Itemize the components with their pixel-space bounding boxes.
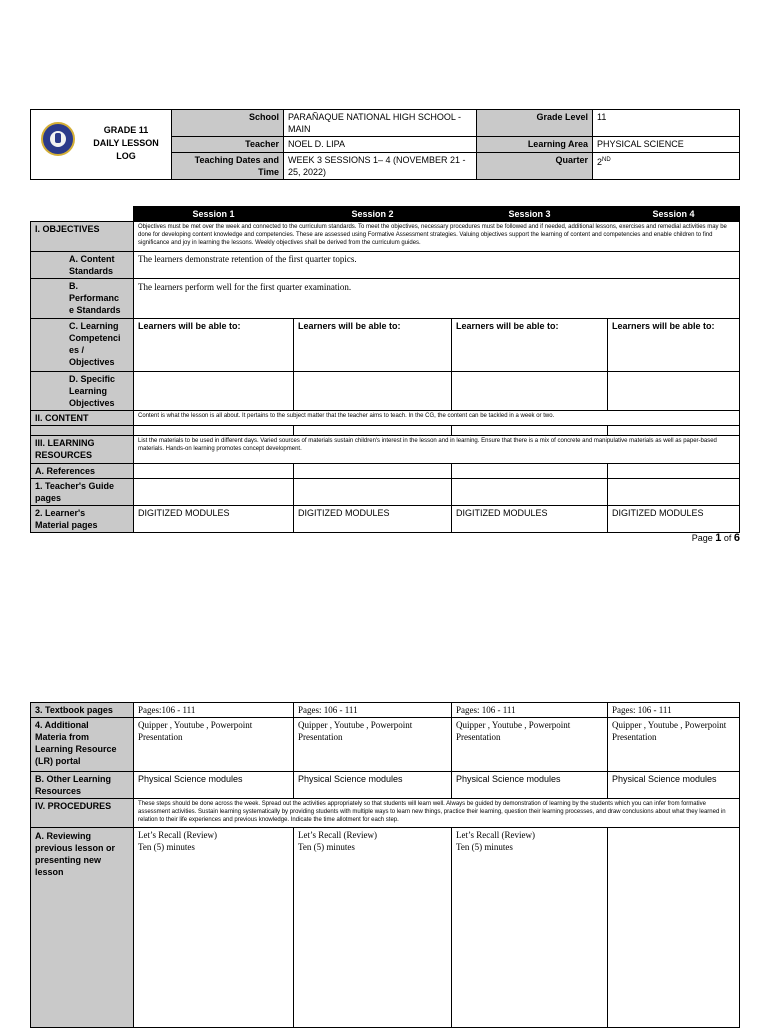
objectives-label: I. OBJECTIVES	[31, 222, 134, 252]
teacher-value: NOEL D. LIPA	[284, 137, 477, 153]
textbook-pages-label: 3. Textbook pages	[31, 703, 134, 718]
reviewing-cell-2: Let’s Recall (Review) Ten (5) minutes	[294, 828, 452, 1028]
performance-standards-label: B. Performanc e Standards	[31, 279, 134, 319]
performance-standards-text: The learners perform well for the first quarter examination.	[134, 279, 740, 319]
reviewing-cell-4	[608, 828, 740, 1028]
content-standards-text: The learners demonstrate retention of the first quarter topics.	[134, 252, 740, 279]
specific-objectives-cell-2	[294, 372, 452, 411]
additional-materials-3: Quipper , Youtube , Powerpoint Presentation	[452, 718, 608, 772]
header-table	[30, 109, 740, 180]
learning-resources-label: III. LEARNING RESOURCES	[31, 436, 134, 464]
grade-level-label: Grade Level	[477, 110, 593, 137]
specific-objectives-label: D. Specific Learning Objectives	[31, 372, 134, 411]
learners-material-4: DIGITIZED MODULES	[608, 506, 740, 533]
learners-able-2: Learners will be able to:	[294, 319, 452, 372]
session-2-header: Session 2	[294, 207, 452, 222]
session-1-header: Session 1	[134, 207, 294, 222]
dll-title	[83, 124, 169, 163]
teachers-guide-label: 1. Teacher's Guide pages	[31, 479, 134, 506]
content-standards-label: A. Content Standards	[31, 252, 134, 279]
quarter-label: Quarter	[477, 153, 593, 180]
textbook-pages-4: Pages: 106 - 111	[608, 703, 740, 718]
deped-seal-logo	[41, 122, 75, 156]
lesson-table-page2	[30, 702, 740, 1028]
additional-materials-label: 4. Additional Materia from Learning Resource (LR) portal	[31, 718, 134, 772]
teaching-dates-label: Teaching Dates and Time	[172, 153, 284, 180]
content-text: Content is what the lesson is all about. It pertains to the subject matter that the teacher aims to teach. In the CG, the content can be tackled in a week or two.	[134, 411, 740, 426]
learning-area-label: Learning Area	[477, 137, 593, 153]
reviewing-cell-1: Let’s Recall (Review) Ten (5) minutes	[134, 828, 294, 1028]
learners-material-2: DIGITIZED MODULES	[294, 506, 452, 533]
learning-competencies-label: C. Learning Competenci es / Objectives	[31, 319, 134, 372]
quarter-value: 2ND	[593, 153, 740, 180]
textbook-pages-1: Pages:106 - 111	[134, 703, 294, 718]
learners-material-label: 2. Learner's Material pages	[31, 506, 134, 533]
specific-objectives-cell-3	[452, 372, 608, 411]
learners-material-3: DIGITIZED MODULES	[452, 506, 608, 533]
reviewing-lesson-label: A. Reviewing previous lesson or presenting new lesson	[31, 828, 134, 1028]
references-label: A. References	[31, 464, 134, 479]
additional-materials-4: Quipper , Youtube , Powerpoint Presentation	[608, 718, 740, 772]
other-resources-4: Physical Science modules	[608, 772, 740, 799]
procedures-label: IV. PROCEDURES	[31, 799, 134, 828]
other-resources-2: Physical Science modules	[294, 772, 452, 799]
additional-materials-2: Quipper , Youtube , Powerpoint Presentation	[294, 718, 452, 772]
procedures-text: These steps should be done across the week. Spread out the activities appropriately so that students will learn well. Always be guided by demonstration of learning by the students which you can infer from formative assessment activities. Sustain learning systematically by providing students with multiple ways to learn new things, practice their learning, question their learning processes, and draw conclusions about what they learned in relation to their life experiences and previous knowledge. Indicate the time allotment for each step.	[134, 799, 740, 828]
other-resources-label: B. Other Learning Resources	[31, 772, 134, 799]
other-resources-1: Physical Science modules	[134, 772, 294, 799]
school-label: School	[172, 110, 284, 137]
other-resources-3: Physical Science modules	[452, 772, 608, 799]
learners-material-1: DIGITIZED MODULES	[134, 506, 294, 533]
additional-materials-1: Quipper , Youtube , Powerpoint Presentation	[134, 718, 294, 772]
teaching-dates-value: WEEK 3 SESSIONS 1– 4 (NOVEMBER 21 - 25, 2022)	[284, 153, 477, 180]
reviewing-cell-3: Let’s Recall (Review) Ten (5) minutes	[452, 828, 608, 1028]
learners-able-4: Learners will be able to:	[608, 319, 740, 372]
learners-able-3: Learners will be able to:	[452, 319, 608, 372]
objectives-text: Objectives must be met over the week and connected to the curriculum standards. To meet the objectives, necessary procedures must be followed and if needed, additional lessons, exercises and remedial activities may be done for developing content knowledge and competencies. These are assessed using Formative Assessment strategies. Valuing objectives support the learning of content and competencies and enable children to find significance and joy in learning the lessons. Weekly objectives shall be derived from the curriculum guides.	[134, 222, 740, 252]
learning-resources-text: List the materials to be used in different days. Varied sources of materials sustain children's interest in the lesson and in learning. Ensure that there is a mix of concrete and manipulative materials as well as paper-based materials. Hands-on learning promotes concept development.	[134, 436, 740, 464]
textbook-pages-2: Pages: 106 - 111	[294, 703, 452, 718]
textbook-pages-3: Pages: 106 - 111	[452, 703, 608, 718]
grade-title: GRADE 11	[103, 125, 149, 135]
school-value: PARAÑAQUE NATIONAL HIGH SCHOOL - MAIN	[284, 110, 477, 137]
specific-objectives-cell-4	[608, 372, 740, 411]
learning-area-value: PHYSICAL SCIENCE	[593, 137, 740, 153]
specific-objectives-cell-1	[134, 372, 294, 411]
session-4-header: Session 4	[608, 207, 740, 222]
dll-title-line2: LOG	[116, 151, 136, 161]
lesson-table-page1	[30, 206, 740, 533]
content-label: II. CONTENT	[31, 411, 134, 426]
dll-title-line1: DAILY LESSON	[93, 138, 159, 148]
page-number: Page 1 of 6	[691, 532, 740, 544]
session-3-header: Session 3	[452, 207, 608, 222]
teacher-label: Teacher	[172, 137, 284, 153]
header-logo-cell	[31, 110, 172, 180]
content-blank-label	[31, 426, 134, 436]
learners-able-1: Learners will be able to:	[134, 319, 294, 372]
grade-level-value: 11	[593, 110, 740, 137]
